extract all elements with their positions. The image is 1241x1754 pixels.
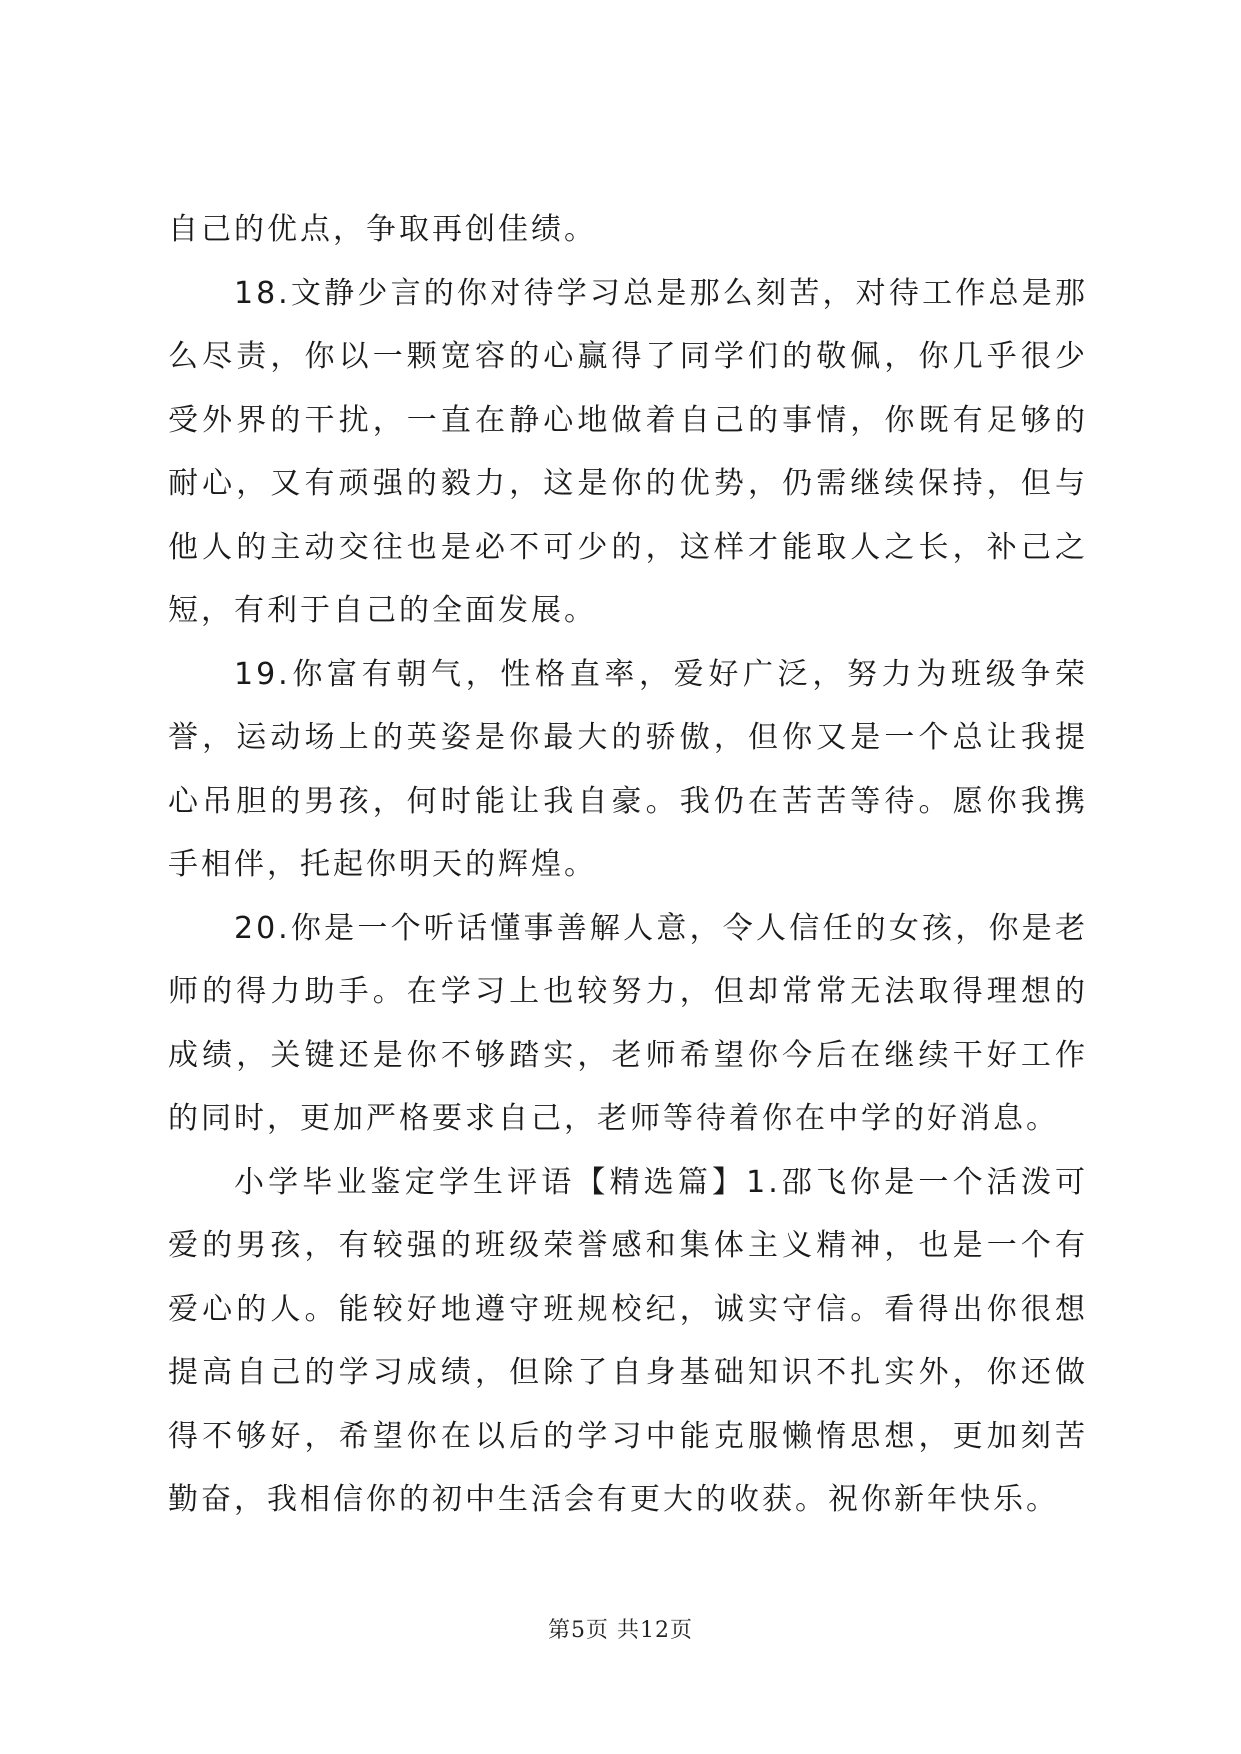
page-number-footer: 第5页 共12页 (548, 1618, 693, 1643)
document-body (168, 198, 1088, 1532)
paragraph-comment-20: 20.你是一个听话懂事善解人意，令人信任的女孩，你是老师的得力助手。在学习上也较努力，但却常常无法取得理想的成绩，关键还是你不够踏实，老师希望你今后在继续干好工作的同时，更加严格要求自己，老师等待着你在中学的好消息。 (168, 910, 1088, 1136)
paragraph-continuation: 自己的优点，争取再创佳绩。 (168, 212, 597, 247)
paragraph-comment-19: 19.你富有朝气，性格直率，爱好广泛，努力为班级争荣誉，运动场上的英姿是你最大的骄傲，但你又是一个总让我提心吊胆的男孩，何时能让我自豪。我仍在苦苦等待。愿你我携手相伴，托起你明天的辉煌。 (168, 656, 1088, 882)
paragraph-selected-comments: 小学毕业鉴定学生评语【精选篇】1.邵飞你是一个活泼可爱的男孩，有较强的班级荣誉感和集体主义精神，也是一个有爱心的人。能较好地遵守班规校纪，诚实守信。看得出你很想提高自己的学习成绩，但除了自身基础知识不扎实外，你还做得不够好，希望你在以后的学习中能克服懒惰思想，更加刻苦勤奋，我相信你的初中生活会有更大的收获。祝你新年快乐。 (168, 1164, 1088, 1517)
paragraph-comment-18: 18.文静少言的你对待学习总是那么刻苦，对待工作总是那么尽责，你以一颗宽容的心赢得了同学们的敬佩，你几乎很少受外界的干扰，一直在静心地做着自己的事情，你既有足够的耐心，又有顽强的毅力，这是你的优势，仍需继续保持，但与他人的主动交往也是必不可少的，这样才能取人之长，补己之短，有利于自己的全面发展。 (168, 275, 1088, 628)
